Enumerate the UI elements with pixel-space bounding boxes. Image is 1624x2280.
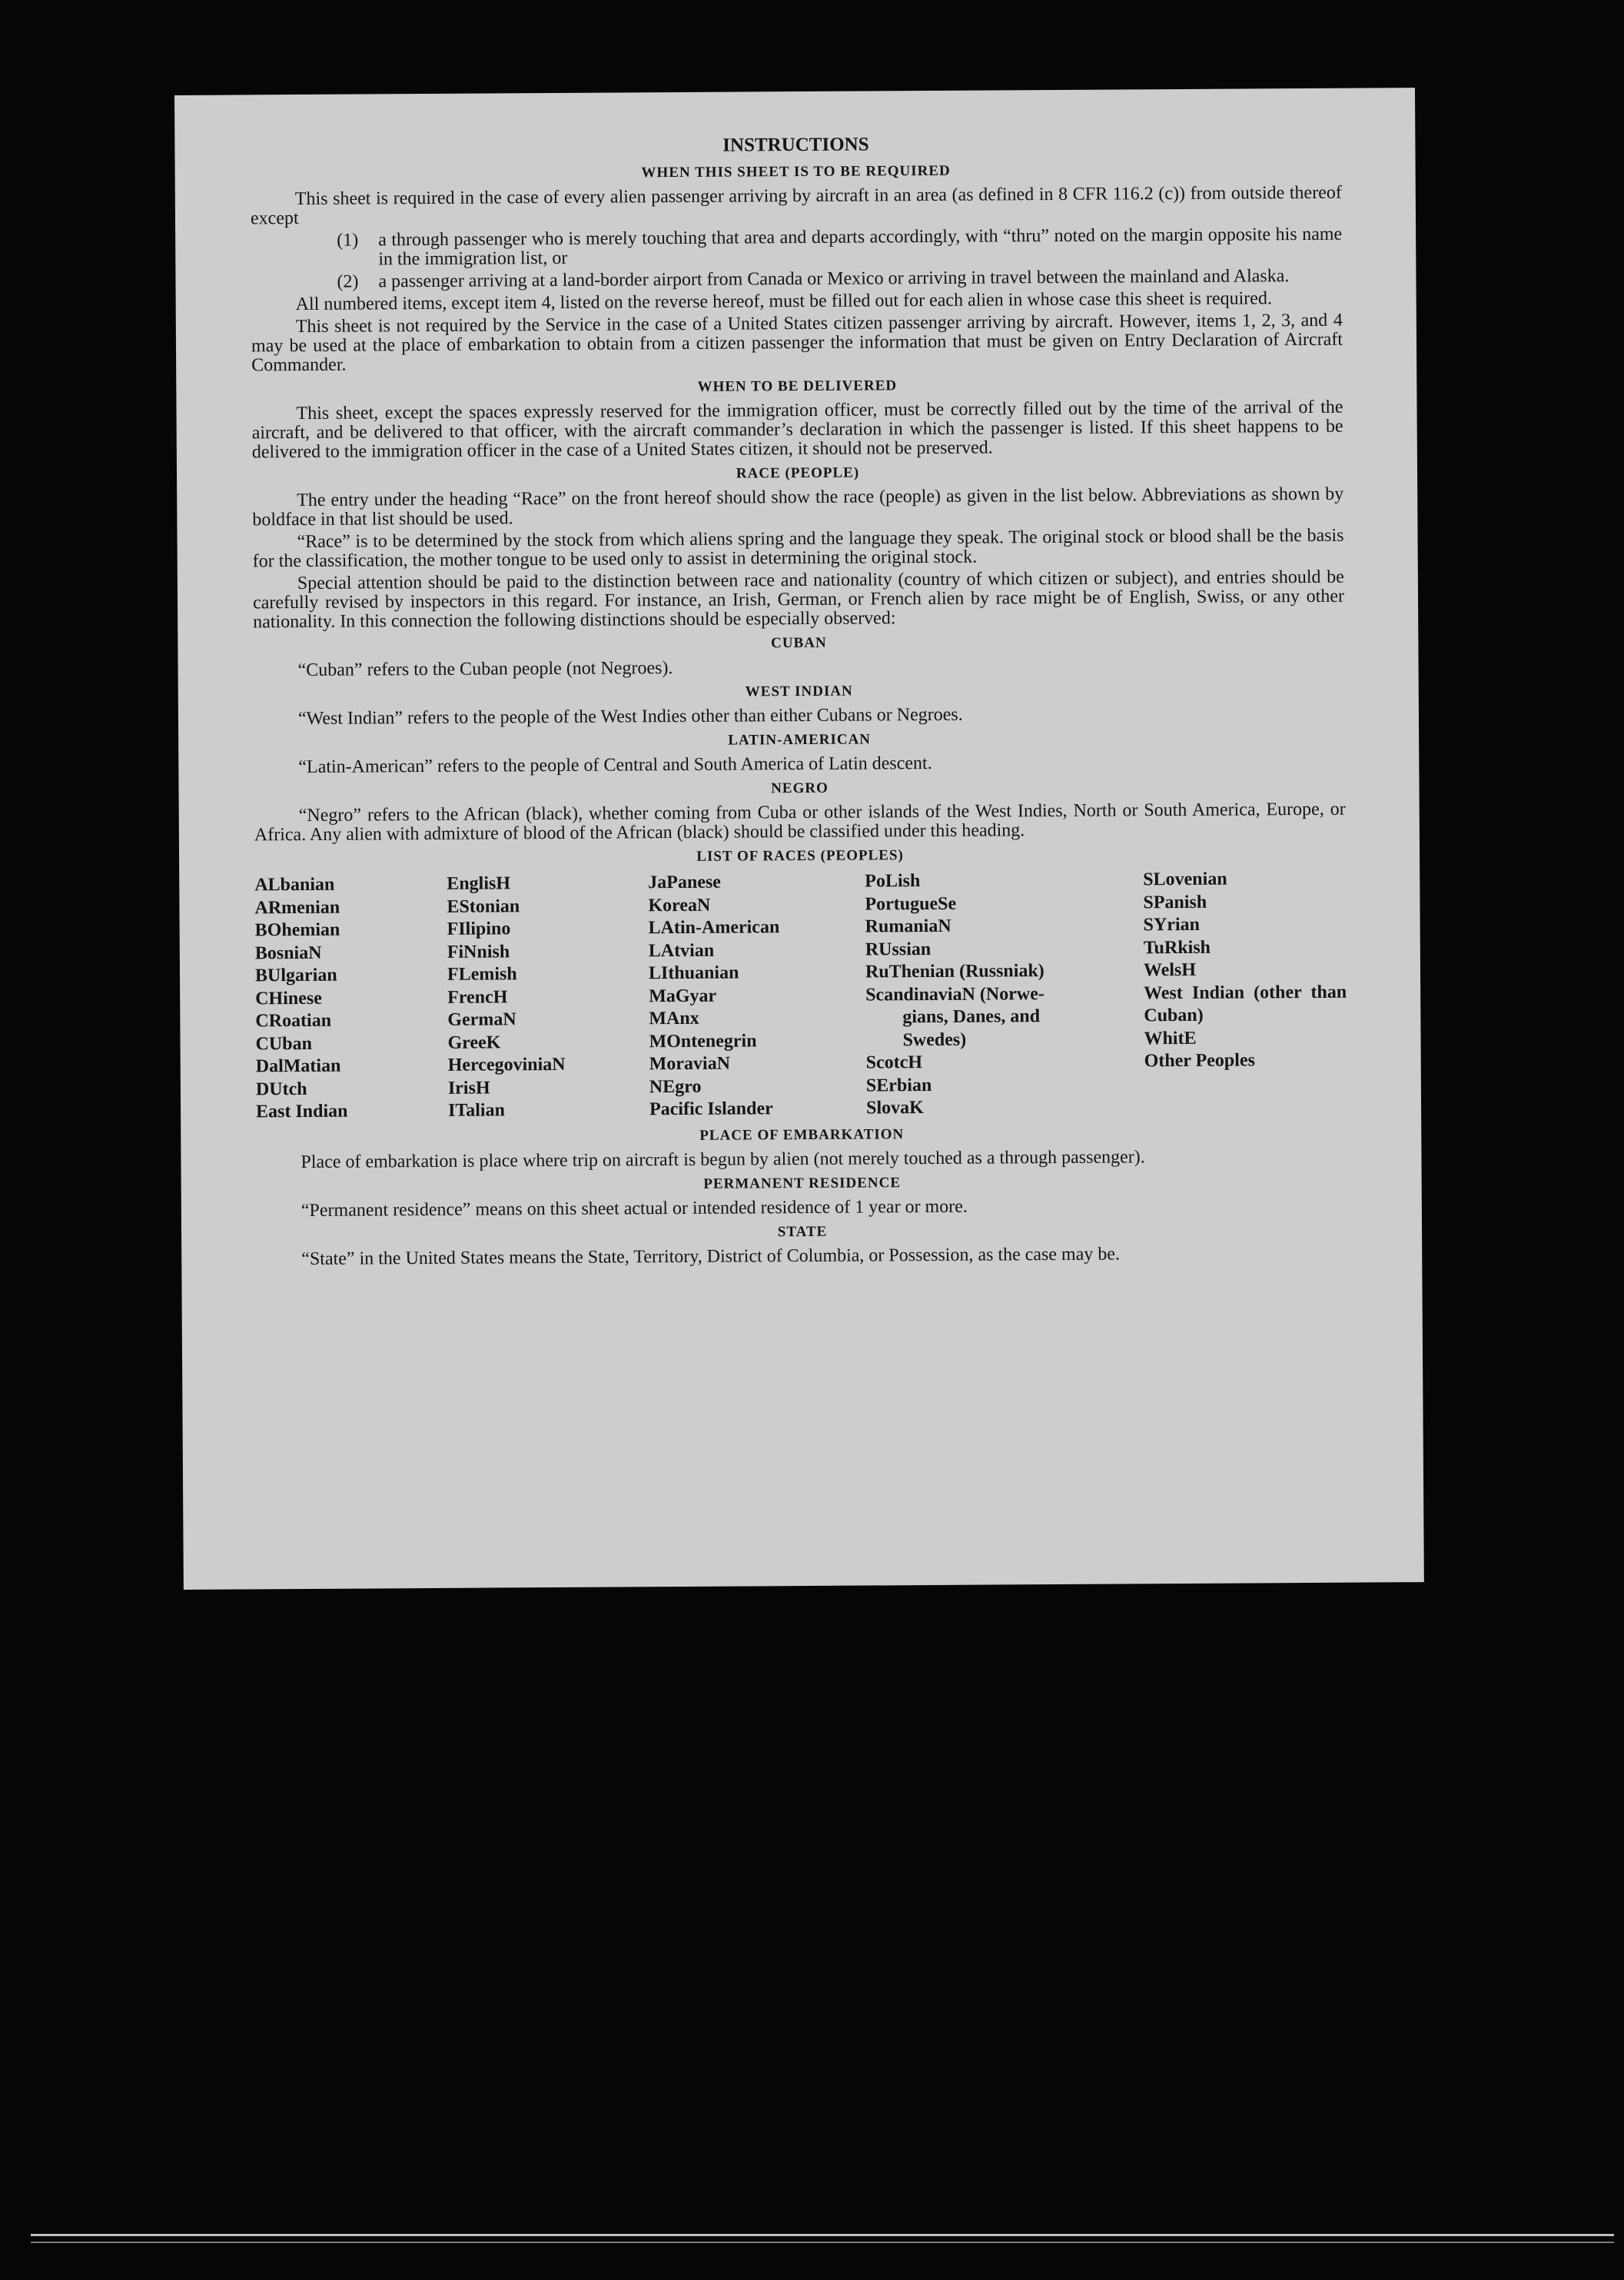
race-entry: FrencH bbox=[447, 986, 508, 1008]
race-entry: LAtvian bbox=[648, 940, 715, 961]
item-text: a passenger arriving at a land-border airport from Canada or Mexico or arriving in travel between the mainland and Alaska. bbox=[378, 266, 1290, 292]
item-text: a through passenger who is merely touching that area and departs accordingly, with “thru” noted on the margin opposite his name in the immigration list, or bbox=[378, 224, 1343, 270]
item-number: (2) bbox=[337, 271, 359, 292]
race-entry: BOhemian bbox=[254, 919, 340, 941]
heading-required: WHEN THIS SHEET IS TO BE REQUIRED bbox=[641, 162, 951, 181]
race-entry: PortugueSe bbox=[865, 893, 957, 915]
paragraph: All numbered items, except item 4, listed on the reverse hereof, must be filled out for each alien in whose case this sheet is required. bbox=[295, 288, 1272, 315]
races-column-5 bbox=[1143, 868, 1347, 1118]
race-entry: ScotcH bbox=[865, 1052, 923, 1073]
document-sheet bbox=[174, 88, 1424, 1590]
paragraph: This sheet is required in the case of every alien passenger arriving by aircraft in an area (as defined in 8 CFR 116.2 (c)) from outside thereof except bbox=[250, 182, 1342, 229]
race-entry: FiNnish bbox=[447, 941, 510, 962]
paragraph: The entry under the heading “Race” on the front hereof should show the race (people) as given in the list below. Abbreviations as shown by boldface in that list should be used. bbox=[252, 484, 1344, 530]
race-entry: ALbanian bbox=[254, 874, 335, 896]
heading-residence: PERMANENT RESIDENCE bbox=[703, 1174, 902, 1192]
race-entry: LAtin-American bbox=[648, 917, 780, 939]
race-entry: MAnx bbox=[649, 1008, 699, 1029]
races-table bbox=[254, 868, 1347, 1124]
heading-embarkation: PLACE OF EMBARKATION bbox=[699, 1125, 905, 1144]
race-entry: MOntenegrin bbox=[649, 1030, 757, 1052]
race-entry: West Indian (other than Cuban) bbox=[1144, 982, 1347, 1026]
race-entry: IrisH bbox=[447, 1078, 490, 1098]
heading-latin-american: LATIN-AMERICAN bbox=[728, 731, 872, 749]
paragraph: Special attention should be paid to the distinction between race and nationality (country of which citizen or subject), and entries should be carefully revised by inspectors in this regard. For instance, an Irish, German, or French alien by race might be of English, Swiss, or any other nationality. In this connection the following distinctions should be especially observed: bbox=[252, 567, 1345, 633]
race-entry: CUban bbox=[255, 1033, 312, 1054]
race-entry: SYrian bbox=[1143, 914, 1201, 936]
race-entry: GermaN bbox=[447, 1009, 516, 1030]
race-entry: East Indian bbox=[256, 1101, 348, 1122]
heading-races-list: LIST OF RACES (PEOPLES) bbox=[696, 847, 904, 865]
race-entry: Pacific Islander bbox=[649, 1098, 773, 1120]
race-entry: KoreaN bbox=[648, 895, 711, 916]
race-entry: ITalian bbox=[447, 1100, 505, 1121]
paragraph: “Race” is to be determined by the stock from which aliens spring and the language they speak. The original stock or blood shall be the basis for the classification, the mother tongue to be used only to assist in determining the original stock. bbox=[252, 525, 1344, 572]
instructions-content bbox=[250, 131, 1348, 1272]
race-entry: RUssian bbox=[865, 939, 932, 960]
races-column-2 bbox=[447, 872, 649, 1122]
race-entry: DalMatian bbox=[255, 1055, 341, 1077]
race-entry: NEgro bbox=[649, 1076, 702, 1097]
heading-state: STATE bbox=[777, 1223, 828, 1240]
race-entry: CHinese bbox=[255, 988, 322, 1009]
item-number: (1) bbox=[337, 230, 359, 251]
paragraph: This sheet is not required by the Service in the case of a United States citizen passenger arriving by aircraft. However, items 1, 2, 3, and 4 may be used at the place of embarkation to obtain from a citizen passenger the information that must be given on Entry Declaration of Aircraft Commander. bbox=[251, 310, 1343, 376]
race-entry: Other Peoples bbox=[1144, 1050, 1255, 1072]
page-title: INSTRUCTIONS bbox=[722, 134, 869, 156]
paragraph: “Latin-American” refers to the people of Central and South America of Latin descent. bbox=[298, 753, 932, 778]
race-entry-continued: Swedes) bbox=[902, 1029, 967, 1050]
scan-edge-line bbox=[31, 2242, 1614, 2243]
paragraph: “Cuban” refers to the Cuban people (not Negroes). bbox=[297, 658, 673, 681]
race-entry: ARmenian bbox=[254, 897, 340, 918]
race-entry: MoraviaN bbox=[649, 1053, 731, 1075]
race-entry: TuRkish bbox=[1143, 937, 1211, 958]
races-column-4 bbox=[865, 869, 1144, 1120]
heading-west-indian: WEST INDIAN bbox=[745, 683, 853, 700]
races-column-1 bbox=[254, 873, 448, 1124]
paragraph: “Permanent residence” means on this sheet actual or intended residence of 1 year or more. bbox=[301, 1196, 968, 1221]
race-entry: BUlgarian bbox=[254, 965, 337, 986]
heading-race: RACE (PEOPLE) bbox=[736, 464, 860, 482]
race-entry: SlovaK bbox=[865, 1098, 924, 1118]
race-entry: SPanish bbox=[1143, 892, 1207, 912]
race-entry: FLemish bbox=[447, 964, 517, 985]
race-entry: SErbian bbox=[865, 1075, 932, 1096]
race-entry: SLovenian bbox=[1143, 869, 1227, 890]
paragraph: “State” in the United States means the State, Territory, District of Columbia, or Possession, as the case may be. bbox=[301, 1244, 1121, 1269]
race-entry: ScandinaviaN (Norwe- bbox=[865, 983, 1044, 1005]
race-entry: HercegoviniaN bbox=[447, 1054, 566, 1075]
heading-negro: NEGRO bbox=[771, 779, 829, 797]
race-entry: EStonian bbox=[447, 896, 520, 917]
race-entry: PoLish bbox=[865, 871, 921, 892]
races-column-3 bbox=[648, 871, 866, 1122]
race-entry: JaPanese bbox=[648, 872, 722, 893]
race-entry: CRoatian bbox=[255, 1010, 332, 1032]
race-entry: WhitE bbox=[1144, 1028, 1197, 1049]
paragraph: “West Indian” refers to the people of the West Indies other than either Cubans or Negroes. bbox=[297, 704, 963, 730]
race-entry: BosniaN bbox=[254, 942, 322, 963]
race-entry: FIlipino bbox=[447, 919, 511, 939]
scan-edge-line bbox=[31, 2234, 1614, 2236]
race-entry: GreeK bbox=[447, 1032, 501, 1053]
race-entry-continued: gians, Danes, and bbox=[902, 1006, 1041, 1028]
race-entry: EnglisH bbox=[447, 873, 511, 894]
heading-cuban: CUBAN bbox=[771, 634, 827, 652]
paragraph: Place of embarkation is place where trip on aircraft is begun by alien (not merely touched as a through passenger). bbox=[301, 1146, 1145, 1172]
paragraph: This sheet, except the spaces expressly reserved for the immigration officer, must be correctly filled out by the time of the arrival of the aircraft, and be delivered to that officer, with the aircraft commander’s declaration in which the passenger is listed. If this sheet happens to be delivered to the immigration officer in the case of a United States citizen, it should not be preserved. bbox=[251, 397, 1343, 463]
race-entry: WelsH bbox=[1143, 959, 1197, 981]
paragraph: “Negro” refers to the African (black), whether coming from Cuba or other islands of the West Indies, North or South America, Europe, or Africa. Any alien with admixture of blood of the African (black) should be classified under this heading. bbox=[254, 799, 1346, 846]
list-item bbox=[251, 225, 1342, 271]
race-entry: RumaniaN bbox=[865, 916, 951, 937]
race-entry: LIthuanian bbox=[648, 962, 739, 984]
race-entry: DUtch bbox=[255, 1079, 307, 1099]
race-entry: MaGyar bbox=[649, 985, 717, 1006]
heading-delivered: WHEN TO BE DELIVERED bbox=[697, 377, 898, 395]
race-entry: RuThenian (Russniak) bbox=[865, 961, 1044, 982]
